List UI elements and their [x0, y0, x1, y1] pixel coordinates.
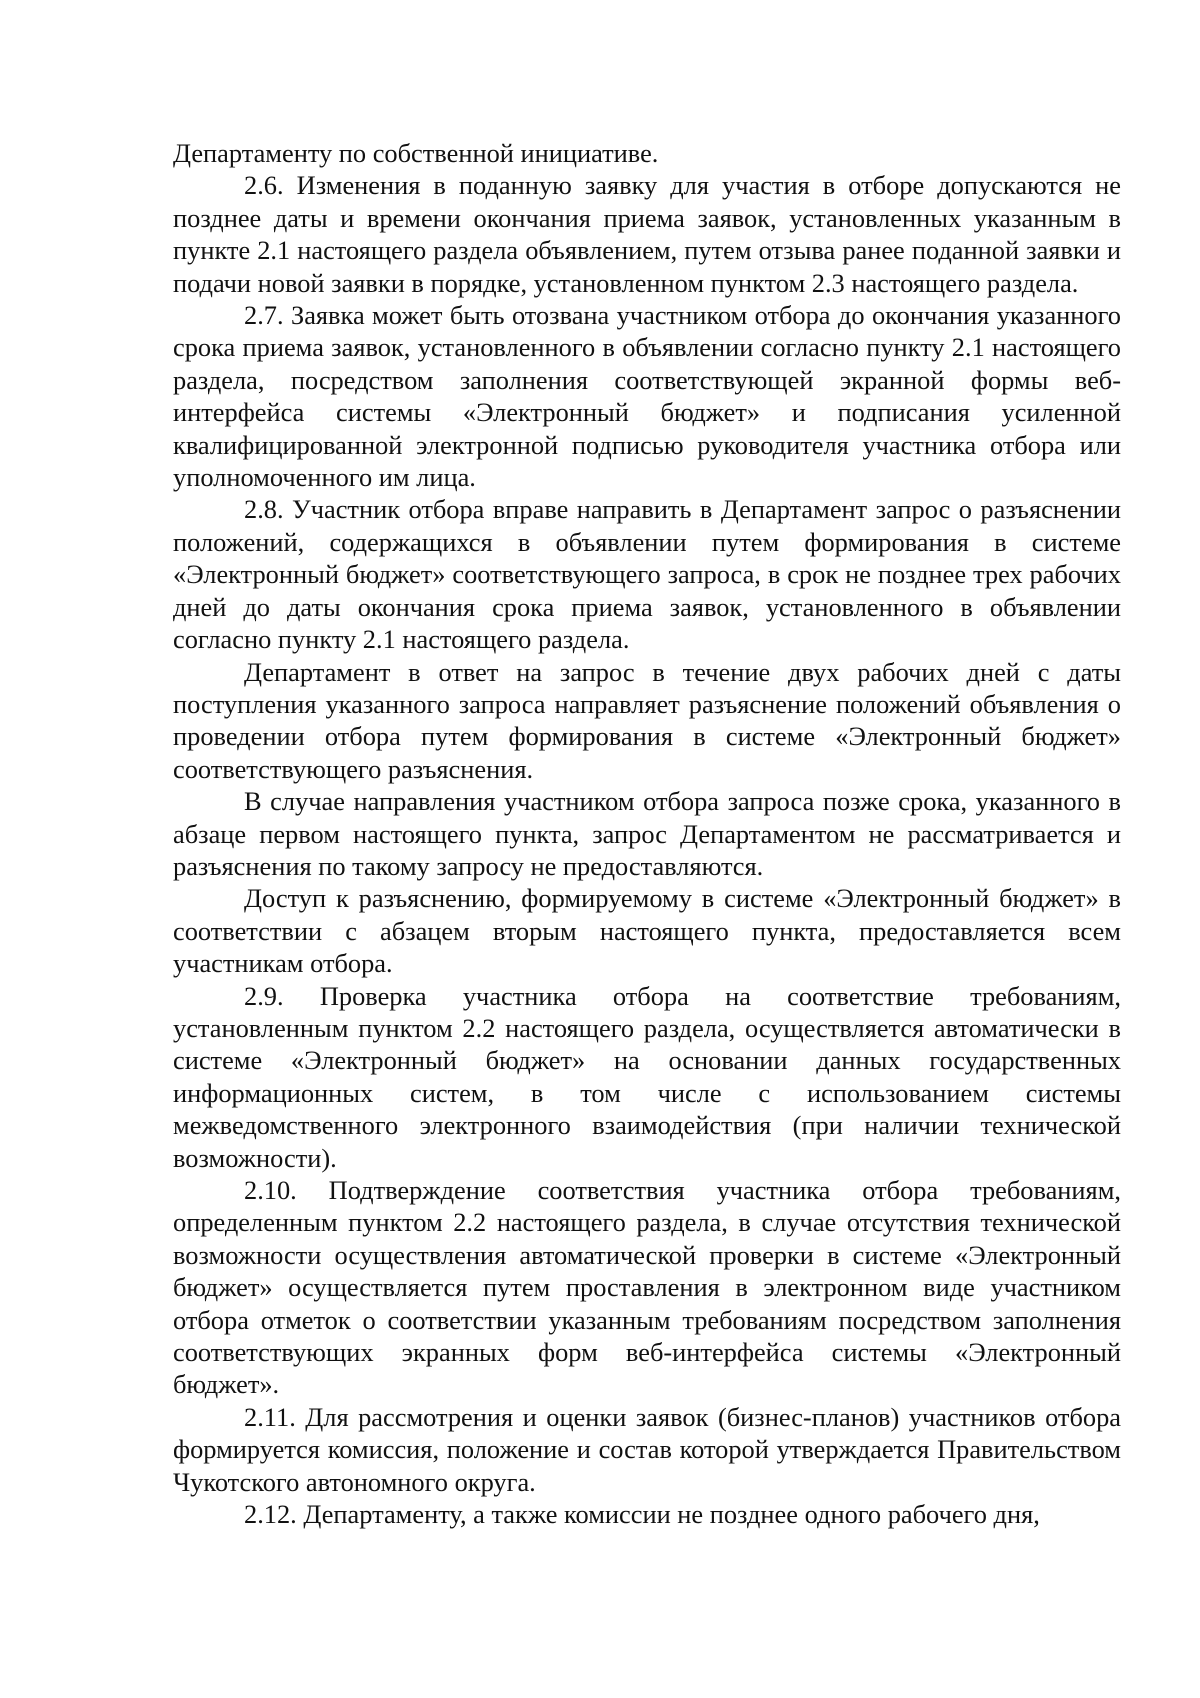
paragraph-2-6: 2.6. Изменения в поданную заявку для участия в отборе допускаются не позднее даты и времени окончания приема заявок, установленных указанным в пункте 2.1 настоящего раздела объявлением, путем отзыва ранее поданной заявки и подачи новой заявки в порядке, установленном пунктом 2.3 настоящего раздела. [173, 170, 1121, 298]
paragraph-continuation: Департаменту по собственной инициативе. [173, 138, 659, 168]
paragraph-2-9: 2.9. Проверка участника отбора на соответствие требованиям, установленным пунктом 2.2 настоящего раздела, осуществляется автоматически в системе «Электронный бюджет» на основании данных государственных информационных систем, в том числе с использованием системы межведомственного электронного взаимодействия (при наличии технической возможности). [173, 980, 1121, 1173]
paragraph-2-11: 2.11. Для рассмотрения и оценки заявок (бизнес-планов) участников отбора формируется комиссия, положение и состав которой утверждается Правительством Чукотского автономного округа. [173, 1401, 1121, 1497]
document-page [173, 137, 1121, 1530]
paragraph-2-8-access: Доступ к разъяснению, формируемому в системе «Электронный бюджет» в соответствии с абзацем вторым настоящего пункта, предоставляется всем участникам отбора. [173, 883, 1121, 979]
paragraph-2-8-late-request: В случае направления участником отбора запроса позже срока, указанного в абзаце первом настоящего пункта, запрос Департаментом не рассматривается и разъяснения по такому запросу не предоставляются. [173, 786, 1121, 881]
paragraph-2-8: 2.8. Участник отбора вправе направить в Департамент запрос о разъяснении положений, содержащихся в объявлении путем формирования в системе «Электронный бюджет» соответствующего запроса, в срок не позднее трех рабочих дней до даты окончания срока приема заявок, установленного в объявлении согласно пункту 2.1 настоящего раздела. [173, 494, 1121, 655]
paragraph-2-12: 2.12. Департаменту, а также комиссии не позднее одного рабочего дня, [244, 1499, 1040, 1530]
paragraph-2-10: 2.10. Подтверждение соответствия участника отбора требованиям, определенным пунктом 2.2 настоящего раздела, в случае отсутствия технической возможности осуществления автоматической проверки в системе «Электронный бюджет» осуществляется путем проставления в электронном виде участником отбора отметок о соответствии указанным требованиям посредством заполнения соответствующих экранных форм веб-интерфейса системы «Электронный бюджет». [173, 1175, 1121, 1400]
paragraph-2-8-response: Департамент в ответ на запрос в течение двух рабочих дней с даты поступления указанного запроса направляет разъяснение положений объявления о проведении отбора путем формирования в системе «Электронный бюджет» соответствующего разъяснения. [173, 656, 1121, 784]
paragraph-2-7: 2.7. Заявка может быть отозвана участником отбора до окончания указанного срока приема заявок, установленного в объявлении согласно пункту 2.1 настоящего раздела, посредством заполнения соответствующей экранной формы веб-интерфейса системы «Электронный бюджет» и подписания усиленной квалифицированной электронной подписью руководителя участника отбора или уполномоченного им лица. [173, 300, 1121, 493]
